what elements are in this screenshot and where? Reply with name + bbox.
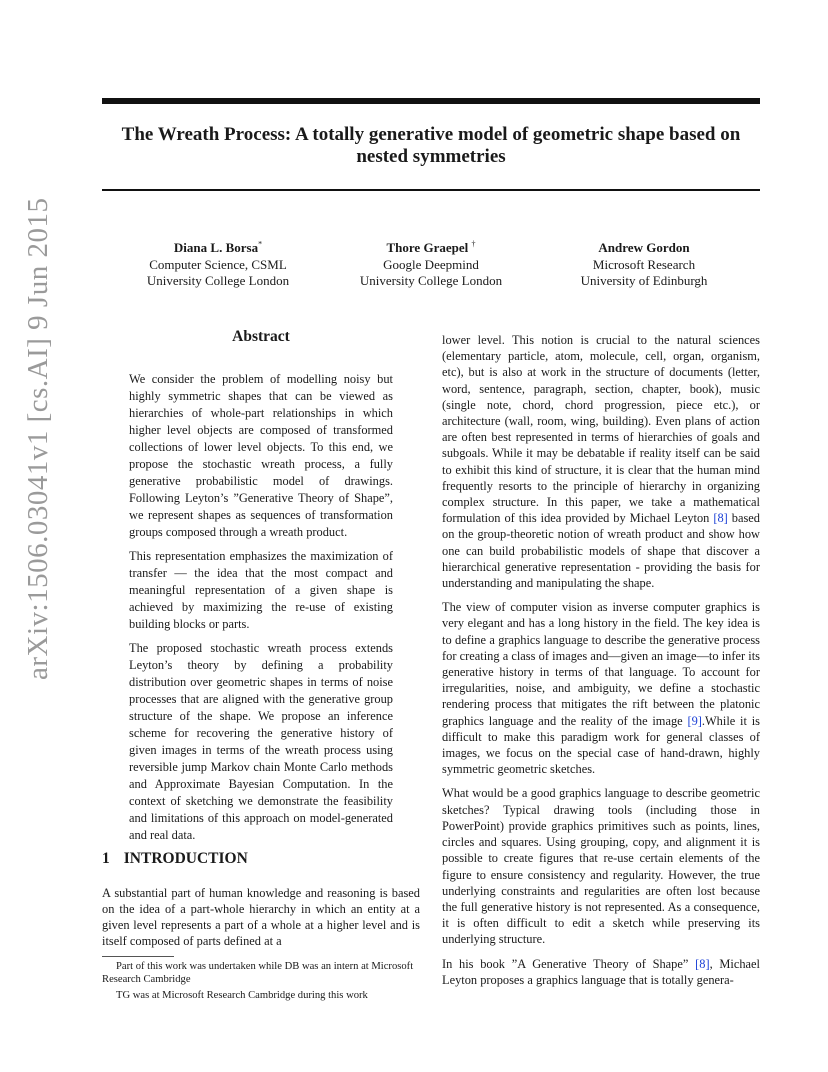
title-bottom-rule <box>102 189 760 191</box>
author-mark: * <box>258 239 263 249</box>
body-text: The view of computer vision as inverse computer graphics is very elegant and has a long history in the field. The key idea is to define a graphics language to describe the generative process for creating a class of images and—given an image—to infer its generative history in terms of that language. To account for irregularities, noise, and ambiguity, we define a stochastic rendering process that mitigates the rift between the platonic graphics language and the reality of the image <box>442 600 760 728</box>
citation-link[interactable]: [9] <box>687 713 702 728</box>
author-name: Andrew Gordon <box>598 240 690 255</box>
author-affiliation: University College London <box>146 273 290 288</box>
section-title: INTRODUCTION <box>123 850 248 867</box>
footnotes <box>102 960 420 1005</box>
body-text: In his book ”A Generative Theory of Shape” <box>442 956 689 971</box>
author-affiliation: University College London <box>359 273 503 288</box>
abstract-paragraph: The proposed stochastic wreath process extends Leyton’s theory by defining a probability distribution over geometric shapes in terms of noise processes that are aligned with the generative group structure of the shape. We propose an inference scheme for recovering the generative history of given images in terms of the wreath process using reversible jump Markov chain Monte Carlo methods and Approximate Bayesian Computation. In the context of sketching we demonstrate the feasibility and limitations of this approach on model-generated and real data. <box>129 641 393 842</box>
body-paragraph <box>442 956 760 988</box>
abstract-paragraph: We consider the problem of modelling noisy but highly symmetric shapes that can be viewed as hierarchies of whole-part relationships in which higher level objects are composed of transformed collections of lower level objects. To this end, we propose the stochastic wreath process, a fully generative probabilistic model of drawings. Following Leyton’s ”Generative Theory of Shape”, we represent shapes as sequences of transformation groups composed through a wreath product. <box>129 372 393 539</box>
citation-link[interactable]: [8] <box>713 511 728 526</box>
footnote-rule <box>102 956 174 957</box>
body-text: based on the group-theoretic notion of wreath product and show how one can build probabilistic models of shape that discover a hierarchical generative representation - providing the basis for understanding and manipulating the shape. <box>442 511 760 591</box>
paper-title: The Wreath Process: A totally generative model of geometric shape based on nested symmetries <box>121 124 741 167</box>
citation-link[interactable]: [8] <box>695 956 710 971</box>
body-paragraph: What would be a good graphics language to describe geometric sketches? Typical drawing tools (including those in PowerPoint) provide graphics primitives such as points, lines, circles and squares. Using grouping, copy, and alignment it is possible to create figures that re-use certain elements of the figure to ensure consistency and regularity. However, the true underlying constraints and regularities are often lost because the full generative history is not represented. As a consequence, it is often difficult to edit a sketch while preserving its underlying structure. <box>442 786 760 947</box>
author-block-2 <box>321 240 541 290</box>
body-text: , Michael Leyton proposes a graphics language that is totally genera- <box>442 956 760 987</box>
abstract-paragraph: This representation emphasizes the maximization of transfer — the idea that the most compact and meaningful representation of a given shape is achieved by maximizing the re-use of existing building blocks or parts. <box>129 549 393 631</box>
body-text: lower level. This notion is crucial to the natural sciences (elementary particle, atom, molecule, cell, organ, organism, etc), but is also at work in the structure of documents (letter, word, sentence, paragraph, section, chapter, book), music (single note, chord, chord progression, piece etc.), or architecture (wall, room, wing, building). Even plans of action are often best represented in terms of hierarchies of goals and subgoals. While it may be debatable if reality itself can be said to exhibit this kind of structure, it is clear that the human mind frequently resorts to the principle of hierarchy in organizing complex structure. In this paper, we take a mathematical formulation of this idea provided by Michael Leyton <box>442 333 760 526</box>
abstract-body <box>129 371 393 851</box>
author-mark: † <box>471 239 476 249</box>
author-block-3 <box>534 240 754 290</box>
footnote-1: Part of this work was undertaken while DB was an intern at Microsoft Research Cambridge <box>102 961 414 985</box>
section-heading-introduction <box>102 850 248 868</box>
author-affiliation: Microsoft Research <box>592 256 696 272</box>
footnote-2: TG was at Microsoft Research Cambridge during this work <box>116 990 368 1001</box>
body-text: .While it is difficult to make this paradigm work for general classes of images, we focus on the special case of hand-drawn, highly symmetric geometric sketches. <box>442 713 760 777</box>
title-top-rule <box>102 98 760 104</box>
author-affiliation: Google Deepmind <box>383 256 479 272</box>
arxiv-identifier-stamp: arXiv:1506.03041v1 [cs.AI] 9 Jun 2015 <box>22 197 54 680</box>
body-paragraph <box>442 332 760 591</box>
author-affiliation: Computer Science, CSML <box>149 256 287 272</box>
author-block-1 <box>108 240 328 290</box>
section-number: 1 <box>102 850 110 867</box>
right-column-body <box>442 332 760 996</box>
author-name: Thore Graepel <box>386 240 469 255</box>
abstract-heading: Abstract <box>232 328 290 345</box>
body-paragraph <box>442 599 760 777</box>
author-affiliation: University of Edinburgh <box>580 273 708 288</box>
intro-paragraph: A substantial part of human knowledge and reasoning is based on the idea of a part-whole hierarchy in which an entity at a given level represents a part of a whole at a higher level and is itself composed of parts defined at a <box>102 886 420 948</box>
author-name: Diana L. Borsa <box>173 240 259 255</box>
